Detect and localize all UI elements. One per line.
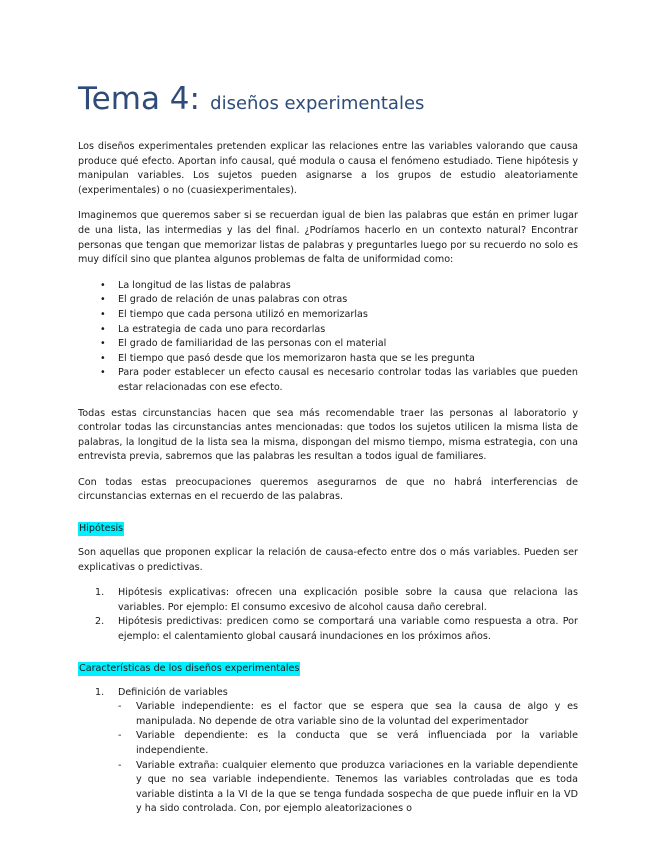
characteristics-heading: Características de los diseños experimentales [79, 662, 300, 674]
list-item: - Variable extraña: cualquier elemento que produzca variaciones en la variable dependiente y que no sea variable independiente. Tenemos las variables controladas que es toda variable distinta a la VI de la que se tenga fundada sospecha de que puede influir en la VD y ha sido controlada. Con, por ejemplo aleatorizaciones o [118, 759, 578, 817]
item-number: 2. [95, 616, 105, 628]
item-text: Hipótesis explicativas: ofrecen una explicación posible sobre la causa que relaciona las variables. Por ejemplo: El consumo excesivo de alcohol causa daño cerebral. [118, 587, 578, 613]
title-main: Tema 4: [78, 81, 200, 117]
characteristics-heading-wrap [78, 656, 578, 676]
imagine-paragraph: Imaginemos que queremos saber si se recuerdan igual de bien las palabras que están en primer lugar de una lista, las intermedias y las del final. ¿Podríamos hacerlo en un contexto natural? Encontrar personas que tengan que memorizar listas de palabras y preguntarles luego por su recuerdo no solo es muy difícil sino que plantea algunos problemas de falta de uniformidad como: [78, 210, 578, 266]
hypothesis-heading-wrap [78, 516, 578, 536]
document-page [78, 78, 578, 828]
list-item: - Variable independiente: es el factor que se espera que sea la causa de algo y es manipulada. No depende de otra variable sino de la voluntad del experimentador [118, 700, 578, 729]
circumstances-paragraph: Todas estas circunstancias hacen que sea más recomendable traer las personas al laboratorio y controlar todas las circunstancias antes mencionadas: que todos los sujetos utilicen la misma lista de palabras, la longitud de la lista sea la misma, dispongan del mismo tiempo, misma estrategia, con una entrevista previa, sabremos que las palabras les resultan a todos igual de familiares. [78, 407, 578, 463]
intro-paragraph: Los diseños experimentales pretenden explicar las relaciones entre las variables valorando que causa produce qué efecto. Aportan info causal, qué modula o causa el fenómeno estudiado. Tiene hipótesis y manipulan variables. Los sujetos pueden asignarse a los grupos de estudio aleatoriamente (experimentales) o no (cuasiexperimentales). [78, 141, 578, 196]
list-item [78, 586, 578, 615]
characteristics-list [78, 686, 578, 817]
item-label: Definición de variables [118, 686, 228, 698]
variables-list [118, 700, 578, 817]
hypothesis-definition: Son aquellas que proponen explicar la relación de causa-efecto entre dos o más variables. Pueden ser explicativas o predictivas. [78, 547, 578, 573]
title-subtitle: diseños experimentales [210, 93, 425, 114]
item-number: 1. [95, 587, 105, 599]
item-text: Hipótesis predictivas: predicen como se comportará una variable como respuesta a otra. Por ejemplo: el calentamiento global causará inundaciones en los próximos años. [118, 616, 578, 643]
list-item [78, 615, 578, 644]
list-item: • El tiempo que pasó desde que los memorizaron hasta que se les pregunta [78, 352, 578, 367]
list-item: • El grado de relación de unas palabras con otras [78, 293, 578, 308]
list-item: • El grado de familiaridad de las personas con el material [78, 337, 578, 352]
hypothesis-heading: Hipótesis [79, 523, 124, 535]
concerns-paragraph: Con todas estas preocupaciones queremos asegurarnos de que no habrá interferencias de circunstancias externas en el recuerdo de las palabras. [78, 476, 578, 503]
list-item: • La estrategia de cada uno para recordarlas [78, 323, 578, 338]
list-item: • El tiempo que cada persona utilizó en memorizarlas [78, 308, 578, 323]
list-item: - Variable dependiente: es la conducta que se verá influenciada por la variable independiente. [118, 729, 578, 758]
page-title [78, 78, 578, 124]
item-number: 1. [95, 686, 105, 698]
hypothesis-types-list [78, 586, 578, 644]
list-item [78, 686, 578, 817]
list-item: • La longitud de las listas de palabras [78, 279, 578, 294]
list-item: • Para poder establecer un efecto causal es necesario controlar todas las variables que pueden estar relacionadas con ese efecto. [78, 366, 578, 395]
problems-list [78, 279, 578, 396]
